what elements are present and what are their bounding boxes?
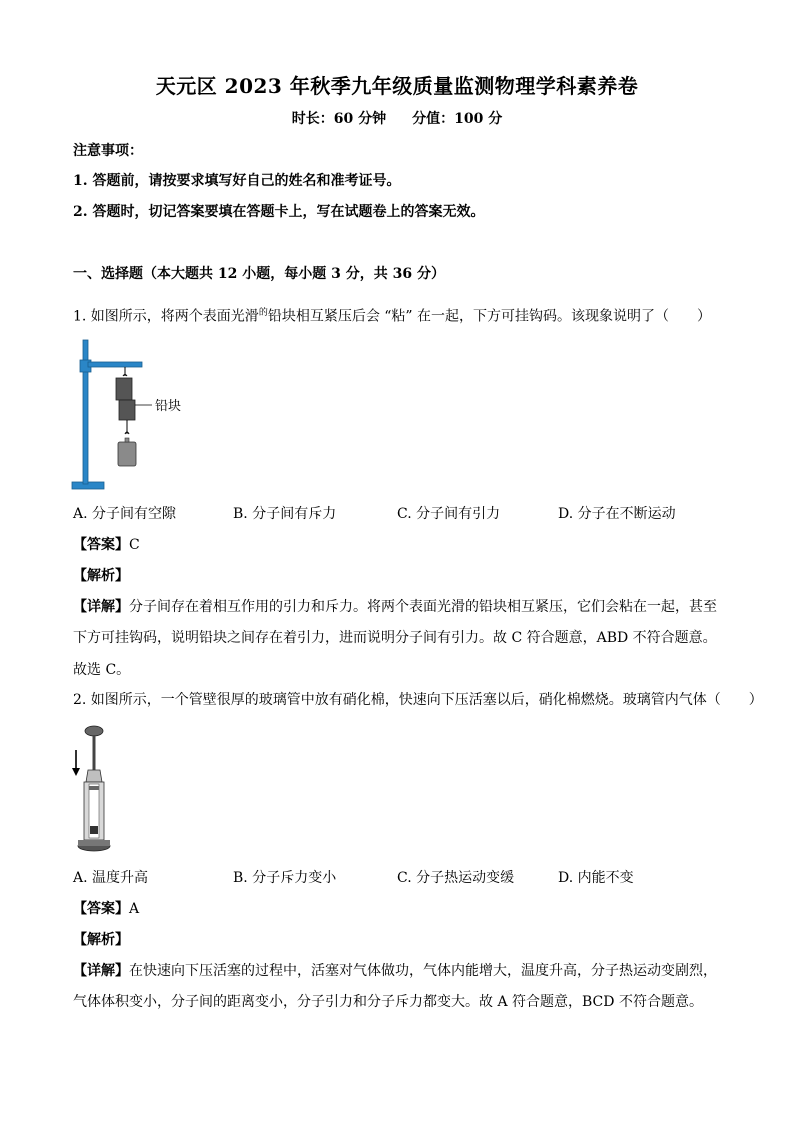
q1-option-b: B. 分子间有斥力: [233, 506, 337, 522]
nitrocellulose: [90, 826, 98, 834]
down-arrow-head: [72, 768, 80, 776]
q1-answer-tag: 【答案】: [73, 537, 129, 553]
q1-stem: [73, 303, 711, 327]
piston-head: [89, 786, 99, 790]
q1-conclusion: 故选 C。: [73, 662, 131, 678]
q2-option-d: D. 内能不变: [558, 870, 634, 886]
q1-answer-value: C: [129, 537, 140, 553]
q2-option-b: B. 分子斥力变小: [233, 870, 337, 886]
q2-analysis-tag: 【解析】: [73, 932, 129, 948]
q1-detail-tag: 【详解】: [73, 599, 129, 615]
notes-heading: 注意事项：: [73, 143, 143, 159]
q1-stem-superscript: 的: [258, 308, 268, 318]
q1-option-a: A. 分子间有空隙: [73, 506, 177, 522]
q1-detail: [73, 592, 723, 654]
figure-label-lead: 铅块: [155, 399, 182, 414]
q2-detail: [73, 956, 723, 1018]
q1-stem-part-a: 1. 如图所示，将两个表面光滑: [73, 308, 259, 325]
q1-option-c: C. 分子间有引力: [397, 506, 501, 522]
q2-stem: 2. 如图所示，一个管壁很厚的玻璃管中放有硝化棉，快速向下压活塞以后，硝化棉燃烧。玻璃管内气体（ ）: [73, 692, 763, 708]
stand-arm: [88, 362, 142, 367]
q1-analysis-tag: 【解析】: [73, 568, 129, 584]
exam-score: 分值：100 分: [412, 111, 503, 127]
q2-answer-tag: 【答案】: [73, 901, 129, 917]
section-heading: 一、选择题（本大题共 12 小题，每小题 3 分，共 36 分）: [73, 266, 445, 282]
hook-weight: [118, 442, 136, 466]
q2-answer-value: A: [129, 901, 140, 917]
q2-figure-piston-tube: [68, 722, 118, 860]
q1-detail-text: 分子间存在着相互作用的引力和斥力。将两个表面光滑的铅块相互紧压，它们会粘在一起，甚至下方可挂钩码，说明铅块之间存在着引力，进而说明分子间有引力。故 C 符合题意，ABD 不符合题意。: [73, 599, 717, 646]
q2-answer: [73, 899, 139, 919]
q2-detail-tag: 【详解】: [73, 963, 129, 979]
q1-option-d: D. 分子在不断运动: [558, 506, 676, 522]
piston-cap: [85, 726, 103, 736]
lead-block-upper: [116, 378, 132, 400]
glass-tube-top: [86, 770, 102, 782]
exam-meta: [0, 108, 794, 128]
q1-stem-part-b: 铅块相互紧压后会 “粘” 在一起，下方可挂钩码。该现象说明了（ ）: [267, 308, 712, 325]
exam-duration: 时长：60 分钟: [291, 111, 387, 127]
piston-rod: [93, 735, 96, 775]
q1-figure-lead-blocks: [70, 334, 200, 494]
q2-detail-text: 在快速向下压活塞的过程中，活塞对气体做功，气体内能增大，温度升高，分子热运动变剧烈，气体体积变小，分子间的距离变小，分子引力和分子斥力都变大。故 A 符合题意，BCD 不符合题意。: [73, 963, 717, 1010]
notes-item-2: 2. 答题时，切记答案要填在答题卡上，写在试题卷上的答案无效。: [73, 204, 485, 220]
q2-option-a: A. 温度升高: [73, 870, 149, 886]
q2-option-c: C. 分子热运动变缓: [397, 870, 515, 886]
notes-item-1: 1. 答题前，请按要求填写好自己的姓名和准考证号。: [73, 173, 401, 189]
q1-answer: [73, 535, 140, 555]
page-title: 天元区 2023 年秋季九年级质量监测物理学科素养卷: [155, 74, 639, 98]
lead-block-lower: [119, 400, 135, 420]
